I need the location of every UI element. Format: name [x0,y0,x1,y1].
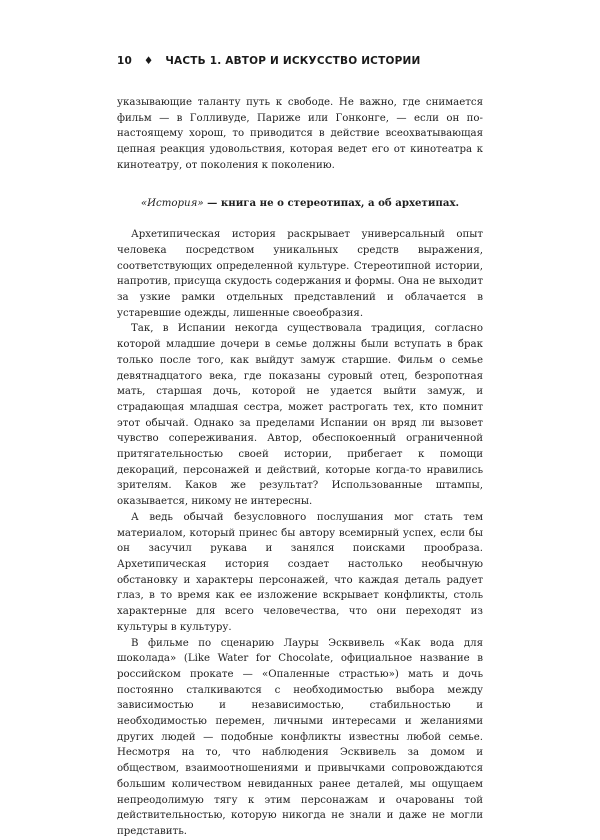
paragraph: Архетипическая история раскрывает универсальный опыт человека посредством уникальных средств выражения, соответствующих определенной культуре. Стереотипной истории, напротив, присуща скудость содержания и формы. Она не выходит за узкие рамки отдельных представлений и облачается в устаревшие одежды, лишенные своеобразия. [117,229,483,319]
paragraph: Так, в Испании некогда существовала традиция, согласно которой младшие дочери в семье должны были вступать в брак только после того, как выйдут замуж старшие. Фильм о семье девятнадцатого века, где показаны суровый отец, безропотная мать, старшая дочь, которой не удается выйти замуж, и страдающая младшая сестра, может растрогать тех, кто помнит этот обычай. Однако за пределами Испании он вряд ли вызовет чувство сопереживания. Автор, обеспокоенный ограниченной притягательностью своей истории, прибегает к помощи декораций, персонажей и действий, которые когда-то нравились зрителям. Каков же результат? Использованные штампы, оказывается, никому не интересны. [117,323,483,508]
page-body [117,95,483,840]
running-header [117,55,420,67]
diamond-separator-icon: ♦ [143,55,154,67]
paragraph: А ведь обычай безусловного послушания мог стать тем материалом, который принес бы автору всемирный успех, если бы он засучил рукава и занялся поисками прообраза. Архетипическая история создает настолько необычную обстановку и характеры персонажей, что каждая деталь радует глаз, в то время как ее изложение вскрывает конфликты, столь характерные для всего человечества, что они переходят из культуры в культуру. [117,511,483,633]
epigraph [117,196,483,212]
page-number: 10 [117,55,133,67]
epigraph-italic: «История» [140,197,204,209]
epigraph-bold: — книга не о стереотипах, а об архетипах. [203,196,460,209]
paragraph: В фильме по сценарию Лауры Эсквивель «Как вода для шоколада» (Like Water for Chocolate, официальное название в российском прокате — «Опаленные страстью») мать и дочь постоянно сталкиваются с необходимостью выбора между зависимостью и независимостью, стабильностью и необходимостью перемен, личными интересами и желаниями других людей — подобные конфликты известны любой семье. Несмотря на то, что наблюдения Эсквивель за домом и обществом, взаимоотношениями и привычками сопровождаются большим количеством невиданных ранее деталей, мы ощущаем непреодолимую тягу к этим персонажам и очарованы той действительностью, которую никогда не знали и даже не могли представить. [117,637,483,837]
chapter-title: ЧАСТЬ 1. АВТОР И ИСКУССТВО ИСТОРИИ [165,55,421,67]
paragraph: указывающие таланту путь к свободе. Не важно, где снимается фильм — в Голливуде, Париже или Гонконге, — если он по-настоящему хорош, то приводится в действие всеохватывающая цепная реакция удовольствия, которая ведет его от кинотеатра к кинотеатру, от поколения к поколению. [117,97,483,171]
